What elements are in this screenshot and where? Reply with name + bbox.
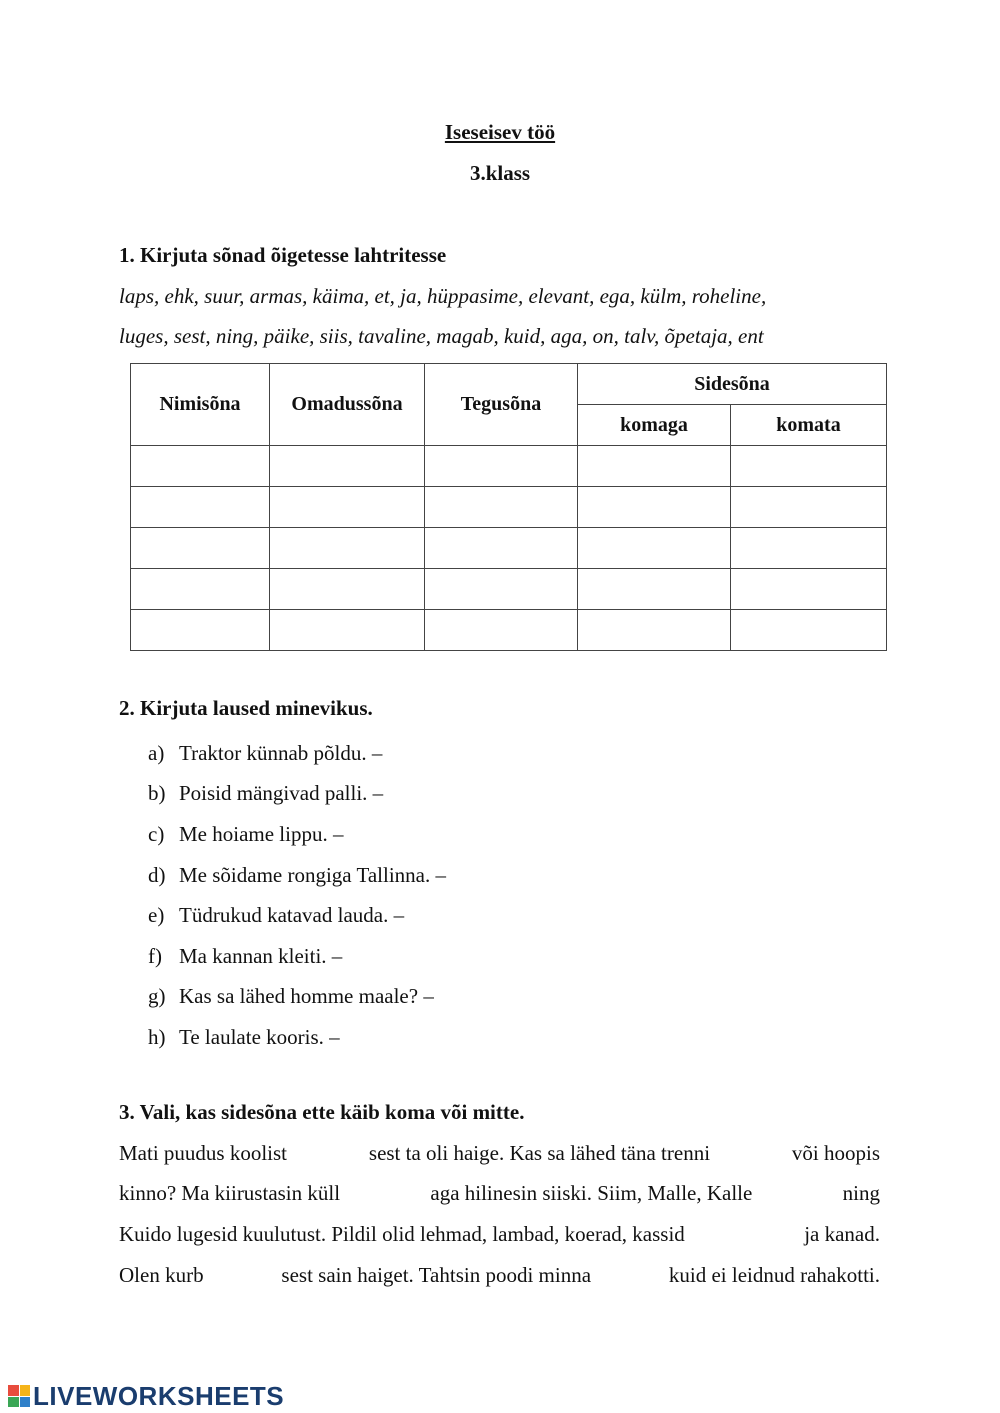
logo-blocks-icon (8, 1385, 30, 1407)
table-row (131, 569, 887, 610)
paragraph-line (119, 1133, 880, 1174)
word-list-line-1: laps, ehk, suur, armas, käima, et, ja, hüppasime, elevant, ega, külm, roheline, (119, 284, 767, 308)
list-item (148, 936, 446, 977)
text-segment: ning (842, 1181, 880, 1206)
table-row (131, 446, 887, 487)
text-segment: Kuido lugesid kuulutust. Pildil olid lehmad, lambad, koerad, kassid (119, 1221, 685, 1246)
answer-cell[interactable] (425, 446, 578, 487)
item-letter: e) (148, 903, 165, 928)
header-tegusona: Tegusõna (425, 364, 578, 446)
paragraph-line (119, 1214, 880, 1255)
text-segment: kuid ei leidnud rahakotti. (668, 1262, 880, 1287)
answer-cell[interactable] (131, 487, 270, 528)
answer-cell[interactable] (425, 610, 578, 651)
text-segment: või hoopis (791, 1140, 880, 1165)
word-list-line-2: luges, sest, ning, päike, siis, tavaline, magab, kuid, aga, on, talv, õpetaja, ent (119, 324, 764, 348)
item-text: Poisid mängivad palli. – (179, 781, 384, 806)
header-nimisona: Nimisõna (131, 364, 270, 446)
item-text: Traktor künnab põldu. – (179, 740, 383, 765)
paragraph-line (119, 1255, 880, 1296)
table-row (131, 487, 887, 528)
answer-cell[interactable] (270, 610, 425, 651)
grade-label: 3.klass (469, 161, 531, 185)
word-category-table (130, 363, 887, 651)
answer-cell[interactable] (731, 528, 887, 569)
answer-cell[interactable] (578, 569, 731, 610)
answer-cell[interactable] (131, 528, 270, 569)
item-text: Ma kannan kleiti. – (179, 943, 343, 968)
task2-heading: 2. Kirjuta laused minevikus. (119, 696, 373, 720)
answer-cell[interactable] (425, 569, 578, 610)
table-row (131, 610, 887, 651)
item-letter: b) (148, 781, 166, 806)
page-title: Iseseisev töö (444, 120, 556, 144)
answer-cell[interactable] (578, 446, 731, 487)
task3-heading: 3. Vali, kas sidesõna ette käib koma või mitte. (119, 1100, 525, 1124)
answer-cell[interactable] (731, 569, 887, 610)
item-letter: h) (148, 1024, 166, 1049)
paragraph-line (119, 1174, 880, 1215)
text-segment: ja kanad. (804, 1221, 880, 1246)
answer-cell[interactable] (131, 569, 270, 610)
answer-cell[interactable] (270, 528, 425, 569)
header-komata: komata (731, 405, 887, 446)
header-omadussona: Omadussõna (270, 364, 425, 446)
text-segment: aga hilinesin siiski. Siim, Malle, Kalle (430, 1181, 753, 1206)
answer-cell[interactable] (270, 446, 425, 487)
answer-cell[interactable] (578, 528, 731, 569)
sentence-list (148, 733, 446, 1058)
text-segment: kinno? Ma kiirustasin küll (119, 1181, 341, 1206)
item-text: Te laulate kooris. – (179, 1024, 340, 1049)
text-segment: Olen kurb (119, 1262, 204, 1287)
text-segment: sest ta oli haige. Kas sa lähed täna trenni (368, 1140, 711, 1165)
answer-cell[interactable] (578, 610, 731, 651)
list-item (148, 977, 446, 1018)
item-letter: g) (148, 984, 166, 1009)
text-segment: sest sain haiget. Tahtsin poodi minna (281, 1262, 592, 1287)
answer-cell[interactable] (731, 446, 887, 487)
answer-cell[interactable] (131, 610, 270, 651)
list-item (148, 733, 446, 774)
item-text: Me sõidame rongiga Tallinna. – (179, 862, 447, 887)
item-letter: a) (148, 740, 165, 765)
liveworksheets-logo (8, 1380, 284, 1412)
item-text: Tüdrukud katavad lauda. – (179, 903, 405, 928)
item-text: Me hoiame lippu. – (179, 821, 344, 846)
header-sidesona: Sidesõna (578, 364, 887, 405)
list-item (148, 895, 446, 936)
answer-cell[interactable] (425, 487, 578, 528)
list-item (148, 774, 446, 815)
list-item (148, 855, 446, 896)
list-item (148, 1017, 446, 1058)
answer-cell[interactable] (731, 487, 887, 528)
header-komaga: komaga (578, 405, 731, 446)
comma-paragraph (119, 1133, 880, 1295)
answer-cell[interactable] (131, 446, 270, 487)
item-letter: d) (148, 862, 166, 887)
text-segment: Mati puudus koolist (119, 1140, 288, 1165)
answer-cell[interactable] (270, 487, 425, 528)
answer-cell[interactable] (578, 487, 731, 528)
item-text: Kas sa lähed homme maale? – (179, 984, 434, 1009)
item-letter: f) (148, 943, 162, 968)
table-row (131, 528, 887, 569)
answer-cell[interactable] (270, 569, 425, 610)
task1-heading: 1. Kirjuta sõnad õigetesse lahtritesse (119, 243, 447, 267)
item-letter: c) (148, 821, 165, 846)
list-item (148, 814, 446, 855)
answer-cell[interactable] (731, 610, 887, 651)
answer-cell[interactable] (425, 528, 578, 569)
logo-text: LIVEWORKSHEETS (33, 1380, 285, 1411)
